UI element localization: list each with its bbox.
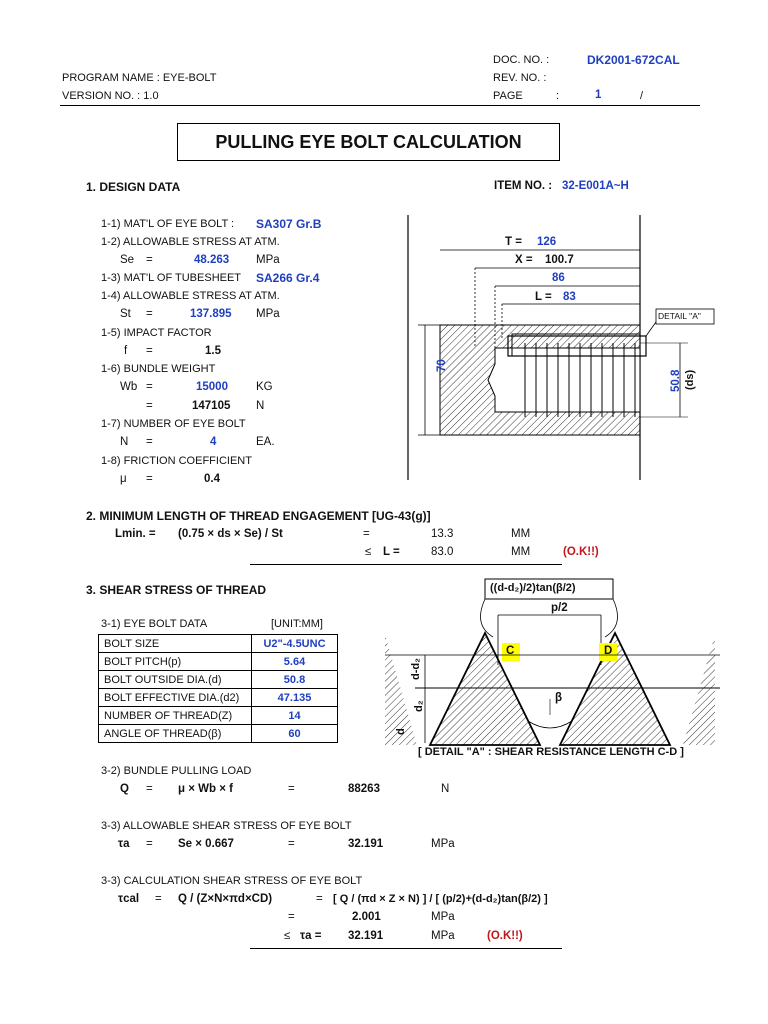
row-value: 50.8: [252, 671, 338, 689]
tcal-eq3: =: [288, 911, 295, 923]
point-c-label: C: [506, 645, 515, 657]
se-eq: =: [146, 254, 153, 266]
dim-86: 86: [552, 272, 565, 284]
bundle-weight-label: 1-6) BUNDLE WEIGHT: [101, 363, 216, 375]
wb-n-eq: =: [146, 400, 153, 412]
l-value: 83.0: [431, 546, 454, 558]
bolt-data-table: [98, 634, 338, 743]
page-separator: /: [640, 90, 644, 102]
table-row: [99, 707, 338, 725]
dim-50-8: 50.8: [670, 369, 682, 392]
q-eq2: =: [288, 783, 295, 795]
st-symbol: St: [120, 308, 131, 320]
n-eq: =: [146, 436, 153, 448]
se-value: 48.263: [194, 254, 230, 266]
row-value: U2"-4.5UNC: [252, 635, 338, 653]
detail-a-caption: [ DETAIL "A" : SHEAR RESISTANCE LENGTH C-D ]: [418, 746, 684, 758]
allowable-shear-label: 3-3) ALLOWABLE SHEAR STRESS OF EYE BOLT: [101, 820, 352, 832]
design-data-heading: 1. DESIGN DATA: [86, 180, 181, 194]
x-dim-label: X =: [515, 254, 533, 266]
q-value: 88263: [348, 783, 380, 795]
ta-eq2: =: [288, 838, 295, 850]
ta-eq: =: [146, 838, 153, 850]
item-no-label: ITEM NO. :: [494, 180, 553, 192]
eye-bolt-drawing: [400, 210, 720, 490]
wb-value: 15000: [196, 381, 228, 393]
ta-value: 32.191: [348, 838, 384, 850]
st-eq: =: [146, 308, 153, 320]
doc-no: DK2001-672CAL: [587, 53, 680, 67]
header-rule: [60, 105, 700, 106]
tcal-formula: Q / (Z×N×πd×CD): [178, 893, 273, 905]
sec2-rule: [250, 564, 562, 565]
program-name: PROGRAM NAME : EYE-BOLT: [62, 72, 217, 84]
ds-label: (ds): [684, 369, 696, 390]
q-unit: N: [441, 783, 450, 795]
d2-label: d₂: [413, 700, 425, 712]
tcal-eq2: =: [316, 893, 323, 905]
mu-eq: =: [146, 473, 153, 485]
mu-value: 0.4: [204, 473, 220, 485]
ta-unit: MPa: [431, 838, 455, 850]
row-label: BOLT PITCH(p): [99, 653, 252, 671]
ta-compare-unit: MPa: [431, 930, 455, 942]
row-label: BOLT OUTSIDE DIA.(d): [99, 671, 252, 689]
page-colon: :: [556, 90, 560, 102]
version-no: VERSION NO. : 1.0: [62, 90, 159, 102]
table-row: [99, 653, 338, 671]
dim-70: 70: [436, 359, 448, 372]
sec2-ok: (O.K!!): [563, 546, 599, 558]
row-value: 14: [252, 707, 338, 725]
tcal-unit: MPa: [431, 911, 455, 923]
tcal-eq: =: [155, 893, 162, 905]
shear-length-formula: ((d-d₂)/2)tan(β/2): [490, 582, 576, 594]
table-row: [99, 671, 338, 689]
t-dim-label: T =: [505, 236, 522, 248]
ta-compare-value: 32.191: [348, 930, 384, 942]
wb-symbol: Wb: [120, 381, 138, 393]
row-label: ANGLE OF THREAD(β): [99, 725, 252, 743]
l-dim-label: L =: [535, 291, 552, 303]
sec3-ok: (O.K!!): [487, 930, 523, 942]
n-unit: EA.: [256, 436, 275, 448]
sec3-heading: 3. SHEAR STRESS OF THREAD: [86, 583, 267, 597]
wb-newton-unit: N: [256, 400, 265, 412]
se-symbol: Se: [120, 254, 135, 266]
sec2-heading: 2. MINIMUM LENGTH OF THREAD ENGAGEMENT [UG-43(g)]: [86, 509, 431, 523]
se-unit: MPa: [256, 254, 280, 266]
q-formula: μ × Wb × f: [178, 783, 233, 795]
ta-formula: Se × 0.667: [178, 838, 234, 850]
st-value: 137.895: [190, 308, 232, 320]
table-row: [99, 725, 338, 743]
rev-no-label: REV. NO. :: [493, 72, 547, 84]
page-label: PAGE: [493, 90, 523, 102]
matl-tubesheet-label: 1-3) MAT'L OF TUBESHEET: [101, 272, 242, 284]
t-dim-value: 126: [537, 236, 557, 248]
doc-no-label: DOC. NO. :: [493, 54, 550, 66]
f-eq: =: [146, 345, 153, 357]
x-dim-value: 100.7: [545, 254, 574, 266]
page-title: PULLING EYE BOLT CALCULATION: [177, 123, 560, 161]
f-symbol: f: [124, 345, 128, 357]
ta-compare-label: τa =: [300, 930, 322, 942]
table-row: [99, 689, 338, 707]
wb-eq: =: [146, 381, 153, 393]
ta-symbol: τa: [118, 838, 130, 850]
tcal-symbol: τcal: [118, 893, 140, 905]
matl-eye-bolt: SA307 Gr.B: [256, 217, 322, 231]
tcal-expanded: [ Q / (πd × Z × N) ] / [ (p/2)+(d-d₂)tan(β/2) ]: [333, 893, 548, 905]
row-value: 60: [252, 725, 338, 743]
matl-eye-bolt-label: 1-1) MAT'L OF EYE BOLT :: [101, 218, 235, 230]
num-eye-bolt-label: 1-7) NUMBER OF EYE BOLT: [101, 418, 246, 430]
f-value: 1.5: [205, 345, 221, 357]
friction-coeff-label: 1-8) FRICTION COEFFICIENT: [101, 455, 252, 467]
point-d-label: D: [604, 645, 613, 657]
lmin-unit: MM: [511, 528, 531, 540]
sec3-rule: [250, 948, 562, 949]
row-label: BOLT SIZE: [99, 635, 252, 653]
l-unit: MM: [511, 546, 531, 558]
item-no: 32-E001A~H: [562, 180, 629, 192]
d-label: d: [395, 728, 407, 735]
eye-bolt-data-label: 3-1) EYE BOLT DATA: [101, 618, 208, 630]
wb-unit: KG: [256, 381, 273, 393]
q-eq: =: [146, 783, 153, 795]
n-value: 4: [210, 436, 217, 448]
q-symbol: Q: [120, 783, 129, 795]
tcal-le: ≤: [284, 930, 291, 942]
lmin-label: Lmin. =: [115, 528, 156, 540]
p-half-label: p/2: [551, 602, 568, 614]
le-symbol: ≤: [365, 546, 372, 558]
table-row: [99, 635, 338, 653]
unit-label: [UNIT:MM]: [271, 618, 323, 630]
lmin-value: 13.3: [431, 528, 454, 540]
row-value: 47.135: [252, 689, 338, 707]
tcal-value: 2.001: [352, 911, 381, 923]
n-symbol: N: [120, 436, 129, 448]
st-unit: MPa: [256, 308, 280, 320]
d-minus-d2-label: d-d₂: [410, 658, 422, 680]
l-dim-value: 83: [563, 291, 576, 303]
allowable-stress-label-1: 1-2) ALLOWABLE STRESS AT ATM.: [101, 236, 280, 248]
lmin-eq: =: [363, 528, 370, 540]
page-number: 1: [595, 89, 602, 101]
wb-newton-value: 147105: [192, 400, 231, 412]
lmin-formula: (0.75 × ds × Se) / St: [178, 528, 283, 540]
detail-a-tag: DETAIL "A": [658, 311, 701, 321]
mu-symbol: μ: [120, 473, 127, 485]
row-label: NUMBER OF THREAD(Z): [99, 707, 252, 725]
impact-factor-label: 1-5) IMPACT FACTOR: [101, 327, 212, 339]
calc-shear-label: 3-3) CALCULATION SHEAR STRESS OF EYE BOLT: [101, 875, 363, 887]
bundle-load-label: 3-2) BUNDLE PULLING LOAD: [101, 765, 252, 777]
row-label: BOLT EFFECTIVE DIA.(d2): [99, 689, 252, 707]
beta-label: β: [555, 692, 563, 704]
allowable-stress-label-2: 1-4) ALLOWABLE STRESS AT ATM.: [101, 290, 280, 302]
matl-tubesheet: SA266 Gr.4: [256, 271, 320, 285]
l-label: L =: [383, 546, 400, 558]
row-value: 5.64: [252, 653, 338, 671]
